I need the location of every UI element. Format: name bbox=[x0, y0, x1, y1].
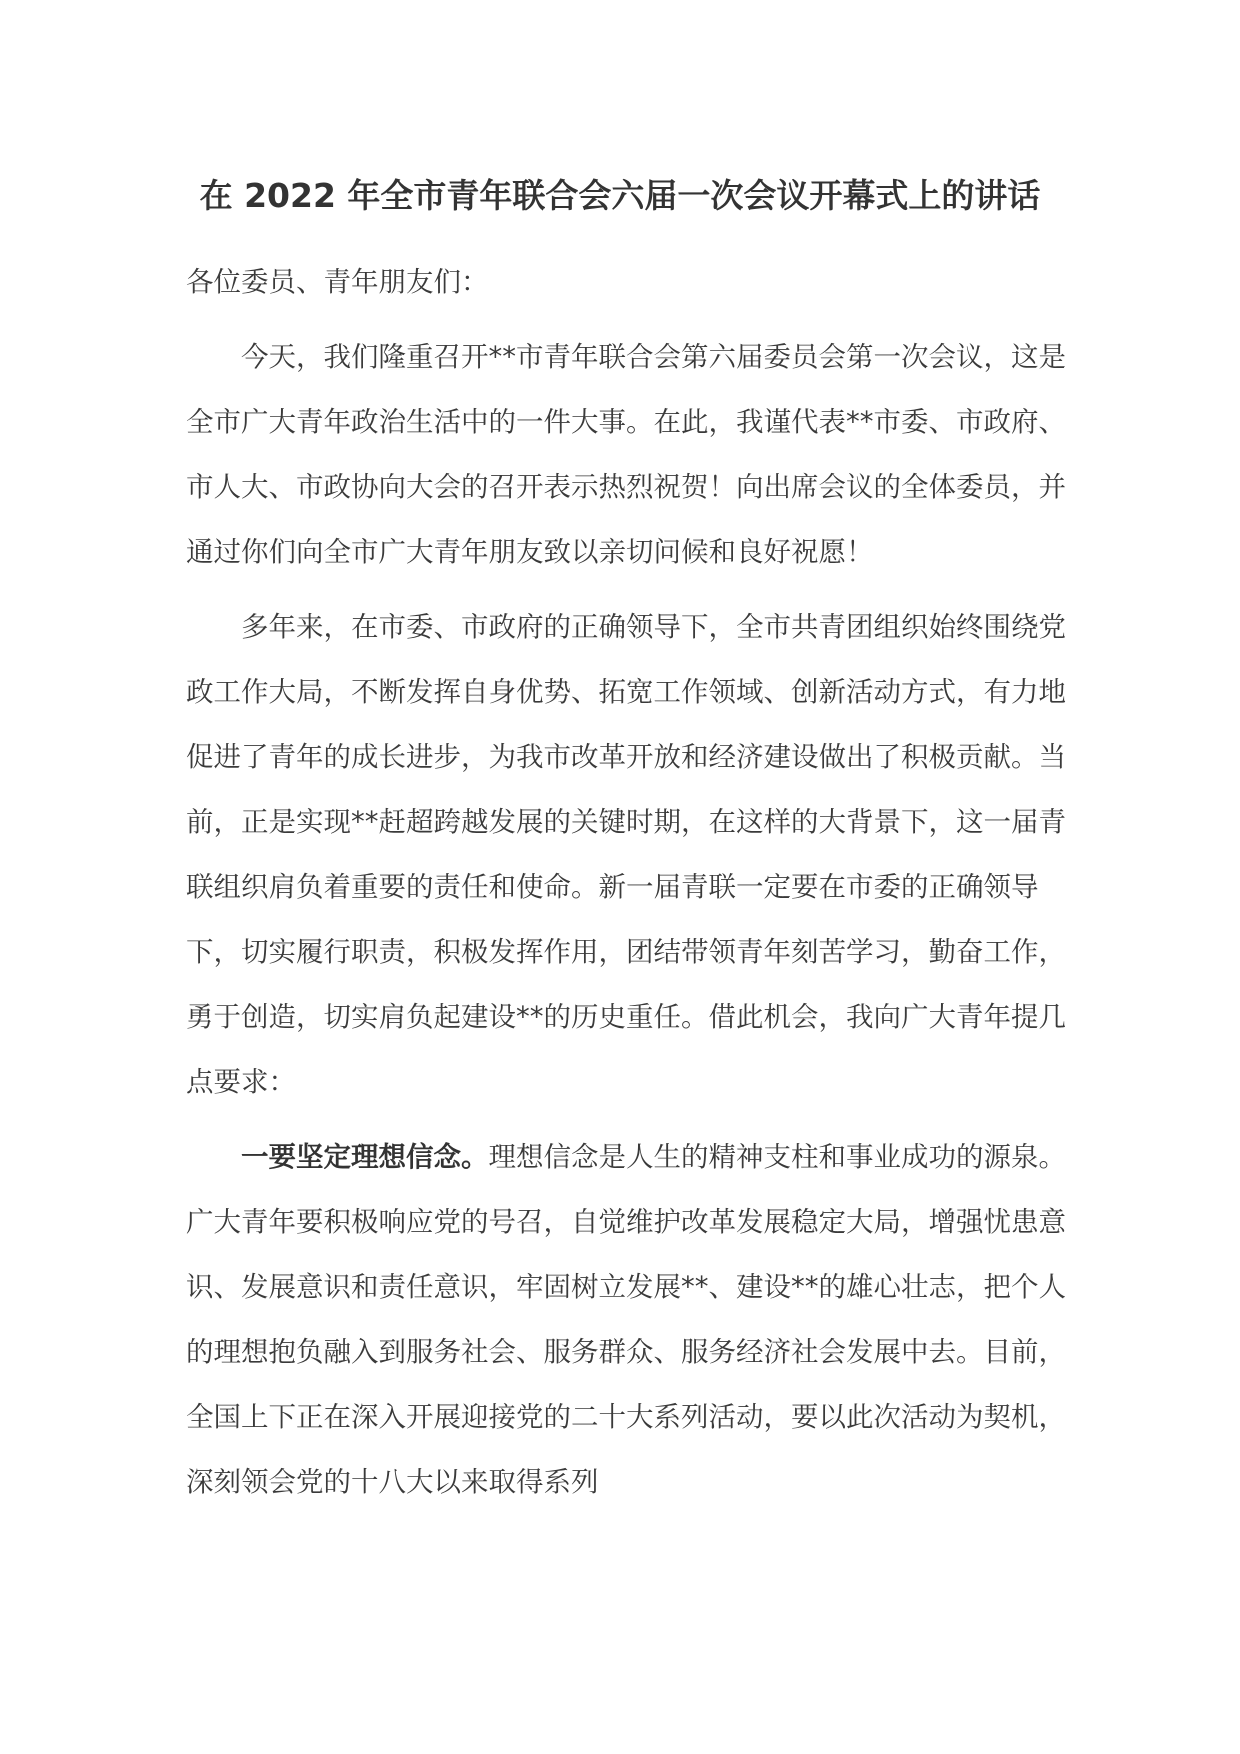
paragraph-text: 今天，我们隆重召开**市青年联合会第六届委员会第一次会议，这是全市广大青年政治生活中的一件大事。在此，我谨代表**市委、市政府、市人大、市政协向大会的召开表示热烈祝贺！向出席会议的全体委员，并通过你们向全市广大青年朋友致以亲切问候和良好祝愿！ bbox=[186, 341, 1066, 568]
document-title: 在 2022 年全市青年联合会六届一次会议开幕式上的讲话 bbox=[199, 176, 1041, 215]
paragraph-text: 多年来，在市委、市政府的正确领导下，全市共青团组织始终围绕党政工作大局，不断发挥自身优势、拓宽工作领域、创新活动方式，有力地促进了青年的成长进步，为我市改革开放和经济建设做出了积极贡献。当前，正是实现**赶超跨越发展的关键时期，在这样的大背景下，这一届青联组织肩负着重要的责任和使命。新一届青联一定要在市委的正确领导下，切实履行职责，积极发挥作用，团结带领青年刻苦学习，勤奋工作，勇于创造，切实肩负起建设**的历史重任。借此机会，我向广大青年提几点要求： bbox=[186, 611, 1066, 1098]
paragraph-text: 理想信念是人生的精神支柱和事业成功的源泉。广大青年要积极响应党的号召，自觉维护改革发展稳定大局，增强忧患意识、发展意识和责任意识，牢固树立发展**、建设**的雄心壮志，把个人的理想抱负融入到服务社会、服务群众、服务经济社会发展中去。目前，全国上下正在深入开展迎接党的二十大系列活动，要以此次活动为契机，深刻领会党的十八大以来取得系列 bbox=[186, 1141, 1066, 1498]
paragraph-requirement-1 bbox=[186, 1125, 1066, 1515]
paragraph-opening bbox=[186, 325, 1066, 585]
salutation: 各位委员、青年朋友们： bbox=[186, 266, 489, 298]
document-body bbox=[186, 250, 1066, 1525]
paragraph-lead: 一要坚定理想信念。 bbox=[241, 1141, 489, 1173]
paragraph-background bbox=[186, 595, 1066, 1115]
